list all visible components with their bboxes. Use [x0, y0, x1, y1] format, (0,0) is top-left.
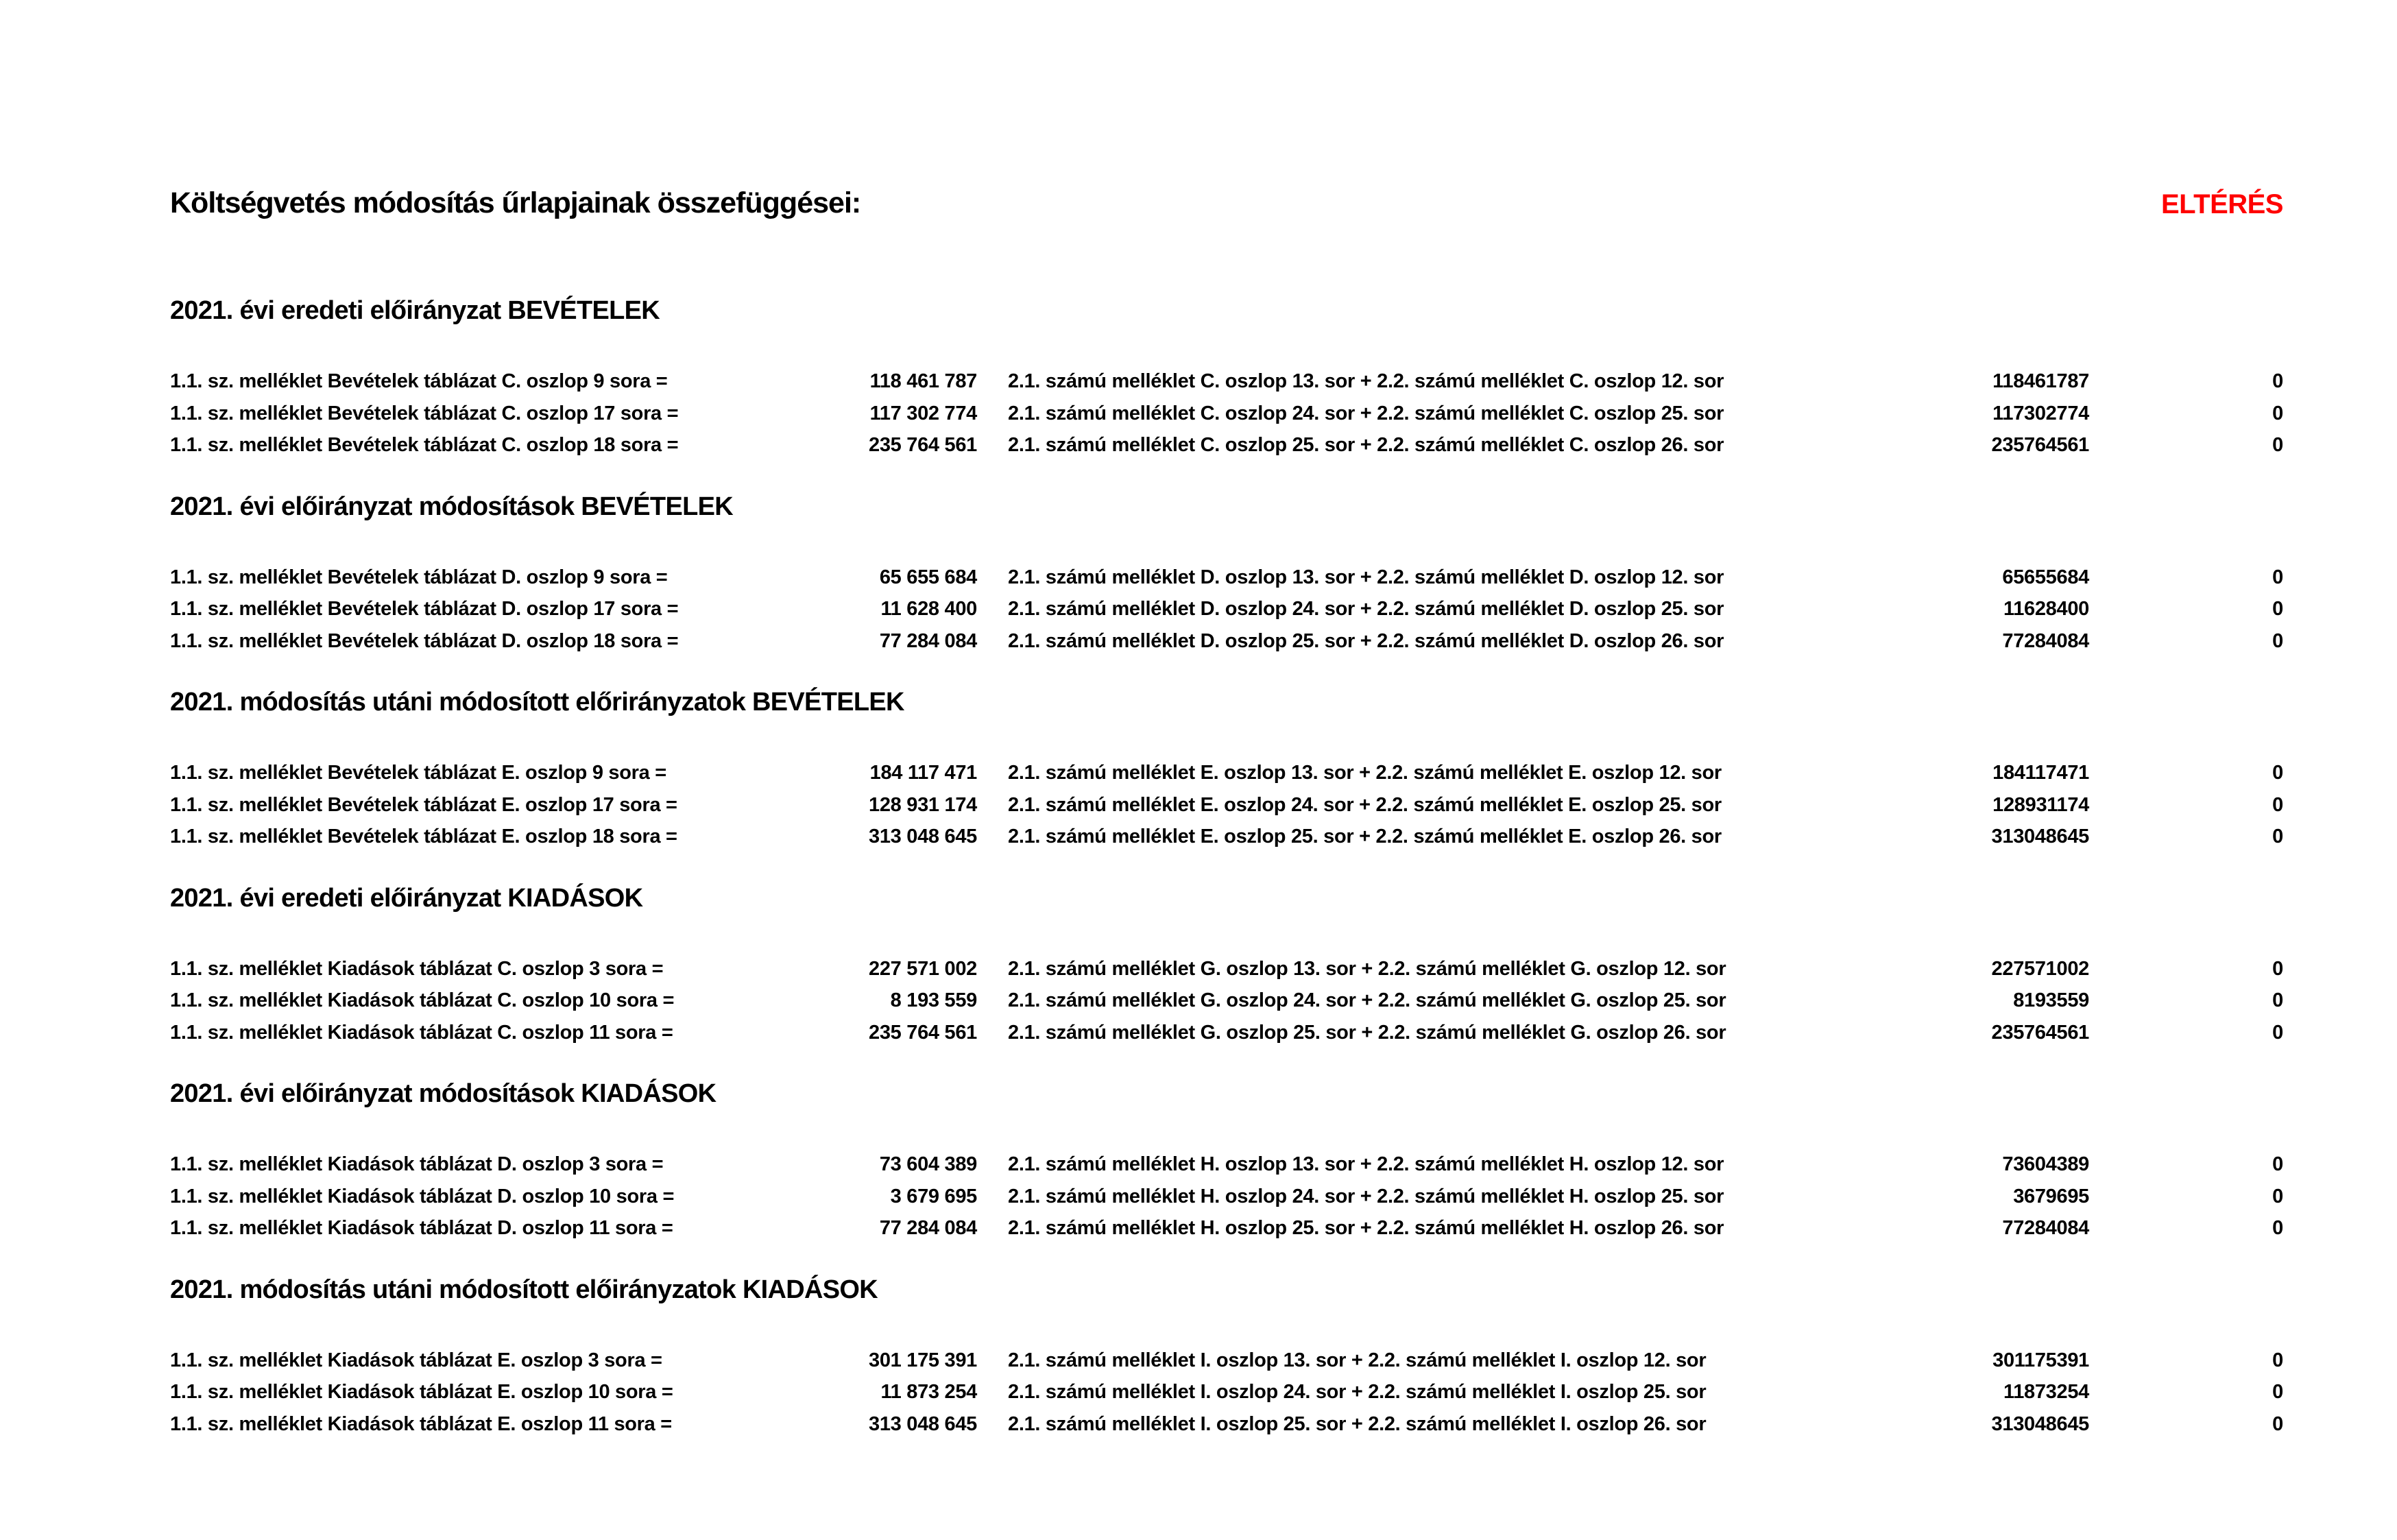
comparison-value: 313048645 — [1991, 1412, 2089, 1435]
source-value: 227 571 002 — [869, 957, 977, 980]
comparison-value: 128931174 — [1992, 793, 2089, 816]
source-reference-label: 1.1. sz. melléklet Kiadások táblázat C. oszlop 10 sora = — [170, 989, 675, 1011]
comparison-formula-label: 2.1. számú melléklet C. oszlop 25. sor + 2.2. számú melléklet C. oszlop 26. sor — [1008, 434, 1724, 456]
source-value: 184 117 471 — [869, 762, 977, 784]
table-row — [170, 1181, 2283, 1213]
section-heading: 2021. évi eredeti előirányzat KIADÁSOK — [170, 883, 643, 913]
budget-section — [170, 1273, 2283, 1441]
table-row — [170, 1017, 2283, 1049]
comparison-value: 235764561 — [1991, 434, 2089, 456]
table-row — [170, 562, 2283, 594]
source-value: 118 461 787 — [869, 370, 977, 392]
source-reference-label: 1.1. sz. melléklet Kiadások táblázat D. oszlop 11 sora = — [170, 1217, 673, 1239]
comparison-formula-label: 2.1. számú melléklet H. oszlop 13. sor + 2.2. számú melléklet H. oszlop 12. sor — [1008, 1153, 1724, 1175]
difference-value: 0 — [2272, 762, 2283, 784]
comparison-formula-label: 2.1. számú melléklet D. oszlop 25. sor + 2.2. számú melléklet D. oszlop 26. sor — [1008, 629, 1724, 652]
source-reference-label: 1.1. sz. melléklet Bevételek táblázat D. oszlop 17 sora = — [170, 598, 679, 620]
source-reference-label: 1.1. sz. melléklet Bevételek táblázat E. oszlop 17 sora = — [170, 793, 677, 816]
comparison-formula-label: 2.1. számú melléklet D. oszlop 13. sor + 2.2. számú melléklet D. oszlop 12. sor — [1008, 566, 1724, 588]
sections-container — [170, 294, 2283, 1440]
difference-value: 0 — [2272, 1153, 2283, 1175]
table-row — [170, 625, 2283, 658]
source-value: 65 655 684 — [879, 566, 977, 588]
table-row — [170, 398, 2283, 430]
comparison-value: 8193559 — [2013, 989, 2089, 1011]
table-row — [170, 953, 2283, 985]
difference-value: 0 — [2272, 566, 2283, 588]
comparison-formula-label: 2.1. számú melléklet C. oszlop 24. sor + 2.2. számú melléklet C. oszlop 25. sor — [1008, 402, 1724, 424]
source-value: 313 048 645 — [869, 826, 977, 847]
difference-value: 0 — [2272, 957, 2283, 980]
difference-value: 0 — [2272, 434, 2283, 456]
comparison-value: 3679695 — [2013, 1185, 2089, 1207]
table-row — [170, 365, 2283, 398]
source-value: 235 764 561 — [869, 1021, 977, 1044]
source-reference-label: 1.1. sz. melléklet Bevételek táblázat D. oszlop 18 sora = — [170, 629, 679, 652]
source-reference-label: 1.1. sz. melléklet Kiadások táblázat E. oszlop 10 sora = — [170, 1381, 673, 1403]
source-value: 235 764 561 — [869, 434, 977, 456]
budget-section — [170, 686, 2283, 853]
budget-section — [170, 1077, 2283, 1244]
comparison-formula-label: 2.1. számú melléklet I. oszlop 25. sor + 2.2. számú melléklet I. oszlop 26. sor — [1008, 1412, 1707, 1435]
comparison-formula-label: 2.1. számú melléklet E. oszlop 25. sor + 2.2. számú melléklet E. oszlop 26. sor — [1008, 826, 1722, 847]
source-value: 77 284 084 — [879, 629, 977, 652]
difference-value: 0 — [2272, 1021, 2283, 1044]
difference-value: 0 — [2272, 793, 2283, 816]
section-heading: 2021. évi előirányzat módosítások BEVÉTELEK — [170, 492, 733, 521]
table-row — [170, 821, 2283, 853]
difference-value: 0 — [2272, 629, 2283, 652]
comparison-formula-label: 2.1. számú melléklet G. oszlop 24. sor + 2.2. számú melléklet G. oszlop 25. sor — [1008, 989, 1726, 1011]
section-rows — [170, 1148, 2283, 1244]
difference-value: 0 — [2272, 1381, 2283, 1403]
source-value: 128 931 174 — [869, 793, 977, 816]
table-row — [170, 789, 2283, 821]
table-row — [170, 1148, 2283, 1181]
comparison-formula-label: 2.1. számú melléklet I. oszlop 13. sor + 2.2. számú melléklet I. oszlop 12. sor — [1008, 1349, 1707, 1371]
source-value: 313 048 645 — [869, 1412, 977, 1435]
difference-value: 0 — [2272, 370, 2283, 392]
source-reference-label: 1.1. sz. melléklet Kiadások táblázat D. oszlop 3 sora = — [170, 1153, 664, 1175]
source-reference-label: 1.1. sz. melléklet Kiadások táblázat D. oszlop 10 sora = — [170, 1185, 675, 1207]
difference-value: 0 — [2272, 598, 2283, 620]
section-heading: 2021. módosítás utáni módosított előrirányzatok BEVÉTELEK — [170, 688, 904, 717]
comparison-value: 118461787 — [1992, 370, 2089, 392]
difference-value: 0 — [2272, 402, 2283, 424]
difference-value: 0 — [2272, 1412, 2283, 1435]
source-value: 11 873 254 — [880, 1381, 977, 1403]
comparison-value: 184117471 — [1992, 762, 2089, 784]
comparison-value: 73604389 — [2002, 1153, 2089, 1175]
source-value: 11 628 400 — [880, 598, 977, 620]
source-reference-label: 1.1. sz. melléklet Kiadások táblázat E. oszlop 11 sora = — [170, 1412, 672, 1435]
comparison-value: 77284084 — [2002, 629, 2089, 652]
source-reference-label: 1.1. sz. melléklet Kiadások táblázat C. oszlop 3 sora = — [170, 957, 664, 980]
comparison-formula-label: 2.1. számú melléklet G. oszlop 13. sor + 2.2. számú melléklet G. oszlop 12. sor — [1008, 957, 1726, 980]
source-value: 77 284 084 — [879, 1217, 977, 1239]
comparison-formula-label: 2.1. számú melléklet D. oszlop 24. sor + 2.2. számú melléklet D. oszlop 25. sor — [1008, 598, 1724, 620]
budget-section — [170, 490, 2283, 658]
source-value: 301 175 391 — [869, 1349, 977, 1371]
comparison-value: 313048645 — [1991, 826, 2089, 847]
table-row — [170, 1408, 2283, 1441]
source-reference-label: 1.1. sz. melléklet Kiadások táblázat C. oszlop 11 sora = — [170, 1021, 673, 1044]
source-reference-label: 1.1. sz. melléklet Bevételek táblázat C. oszlop 17 sora = — [170, 402, 679, 424]
source-value: 117 302 774 — [869, 402, 977, 424]
comparison-value: 227571002 — [1991, 957, 2089, 980]
difference-value: 0 — [2272, 826, 2283, 847]
section-rows — [170, 757, 2283, 853]
difference-column-header: ELTÉRÉS — [2160, 189, 2283, 219]
source-reference-label: 1.1. sz. melléklet Bevételek táblázat E. oszlop 18 sora = — [170, 826, 677, 847]
table-row — [170, 757, 2283, 789]
difference-value: 0 — [2272, 1185, 2283, 1207]
source-value: 3 679 695 — [890, 1185, 977, 1207]
difference-value: 0 — [2272, 989, 2283, 1011]
budget-section — [170, 294, 2283, 461]
section-rows — [170, 1345, 2283, 1441]
comparison-formula-label: 2.1. számú melléklet I. oszlop 24. sor + 2.2. számú melléklet I. oszlop 25. sor — [1008, 1381, 1707, 1403]
source-reference-label: 1.1. sz. melléklet Bevételek táblázat E. oszlop 9 sora = — [170, 762, 666, 784]
section-rows — [170, 365, 2283, 461]
difference-value: 0 — [2272, 1349, 2283, 1371]
page-title: Költségvetés módosítás űrlapjainak összefüggései: — [170, 187, 861, 219]
comparison-value: 11628400 — [2003, 598, 2089, 620]
table-row — [170, 429, 2283, 461]
section-rows — [170, 953, 2283, 1049]
comparison-value: 11873254 — [2003, 1381, 2089, 1403]
comparison-value: 117302774 — [1992, 402, 2089, 424]
source-reference-label: 1.1. sz. melléklet Bevételek táblázat C. oszlop 18 sora = — [170, 434, 679, 456]
section-heading: 2021. módosítás utáni módosított előirányzatok KIADÁSOK — [170, 1275, 878, 1304]
source-value: 8 193 559 — [890, 989, 977, 1011]
table-row — [170, 985, 2283, 1017]
source-reference-label: 1.1. sz. melléklet Kiadások táblázat E. oszlop 3 sora = — [170, 1349, 662, 1371]
comparison-value: 301175391 — [1992, 1349, 2089, 1371]
section-rows — [170, 562, 2283, 658]
table-row — [170, 1212, 2283, 1244]
comparison-formula-label: 2.1. számú melléklet E. oszlop 13. sor + 2.2. számú melléklet E. oszlop 12. sor — [1008, 762, 1722, 784]
comparison-formula-label: 2.1. számú melléklet E. oszlop 24. sor + 2.2. számú melléklet E. oszlop 25. sor — [1008, 793, 1722, 816]
section-heading: 2021. évi előirányzat módosítások KIADÁSOK — [170, 1079, 716, 1108]
budget-section — [170, 882, 2283, 1049]
table-row — [170, 1376, 2283, 1408]
difference-value: 0 — [2272, 1217, 2283, 1239]
comparison-formula-label: 2.1. számú melléklet G. oszlop 25. sor + 2.2. számú melléklet G. oszlop 26. sor — [1008, 1021, 1726, 1044]
source-reference-label: 1.1. sz. melléklet Bevételek táblázat D. oszlop 9 sora = — [170, 566, 668, 588]
comparison-formula-label: 2.1. számú melléklet H. oszlop 24. sor + 2.2. számú melléklet H. oszlop 25. sor — [1008, 1185, 1724, 1207]
comparison-value: 65655684 — [2002, 566, 2089, 588]
section-heading: 2021. évi eredeti előirányzat BEVÉTELEK — [170, 296, 660, 325]
comparison-formula-label: 2.1. számú melléklet H. oszlop 25. sor + 2.2. számú melléklet H. oszlop 26. sor — [1008, 1217, 1724, 1239]
comparison-value: 77284084 — [2002, 1217, 2089, 1239]
table-row — [170, 1345, 2283, 1377]
document-header — [170, 182, 2283, 220]
source-value: 73 604 389 — [879, 1153, 977, 1175]
comparison-formula-label: 2.1. számú melléklet C. oszlop 13. sor + 2.2. számú melléklet C. oszlop 12. sor — [1008, 370, 1724, 392]
table-row — [170, 593, 2283, 625]
source-reference-label: 1.1. sz. melléklet Bevételek táblázat C. oszlop 9 sora = — [170, 370, 668, 392]
comparison-value: 235764561 — [1991, 1021, 2089, 1044]
